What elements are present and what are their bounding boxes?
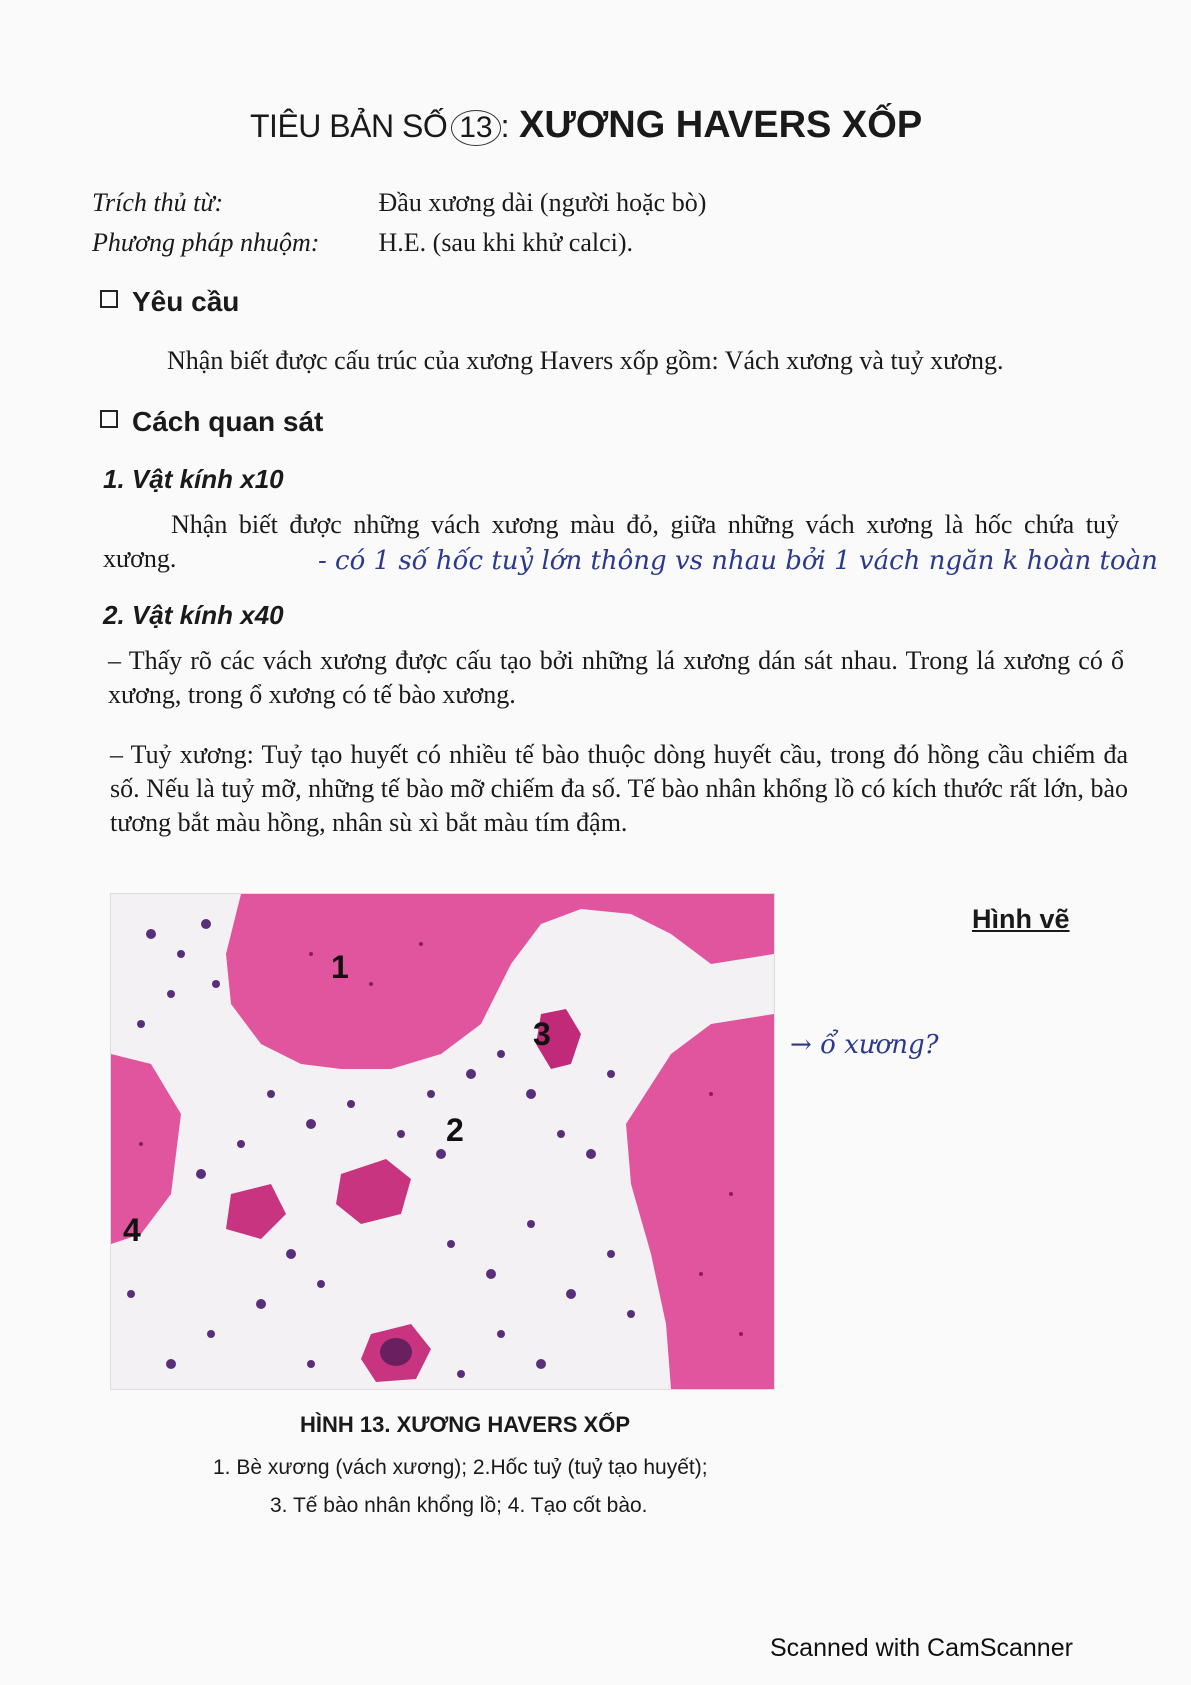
meta-stain-label: Phương pháp nhuộm: [92, 228, 320, 257]
micrograph-image [111, 894, 774, 1389]
checkbox-icon [100, 410, 118, 428]
title-separator: : [500, 108, 509, 144]
handwritten-note-figure: → ổ xương? [790, 1030, 939, 1060]
meta-source [92, 188, 706, 218]
figure-caption-line-2: 3. Tế bào nhân khổng lồ; 4. Tạo cốt bào. [270, 1494, 648, 1517]
x40-heading: 2. Vật kính x40 [103, 600, 284, 630]
title-main: XƯƠNG HAVERS XỐP [518, 104, 923, 146]
section-observation-heading: Cách quan sát [100, 406, 323, 438]
meta-stain-value: H.E. (sau khi khử calci). [378, 228, 634, 257]
meta-source-value: Đầu xương dài (người hoặc bò) [378, 188, 707, 217]
page-title [250, 104, 1010, 147]
figure-label-1: 1 [331, 949, 349, 985]
requirements-text: Nhận biết được cấu trúc của xương Havers xốp gồm: Vách xương và tuỷ xương. [167, 346, 1004, 375]
x10-text: Nhận biết được những vách xương màu đỏ, giữa những vách xương là hốc chứa tuỷ xương. [103, 510, 1119, 573]
figure-label-3: 3 [533, 1016, 551, 1052]
figure-caption-title: HÌNH 13. XƯƠNG HAVERS XỐP [300, 1412, 631, 1437]
section-requirements-heading: Yêu cầu [100, 286, 239, 318]
title-number: 13 [451, 110, 500, 146]
x10-heading: 1. Vật kính x10 [103, 464, 284, 494]
figure-label-4: 4 [123, 1212, 141, 1248]
handwritten-note-x10: - có 1 số hốc tuỷ lớn thông vs nhau bởi 1 vách ngăn k hoàn toàn [318, 546, 1158, 576]
figure-caption-line-1: 1. Bè xương (vách xương); 2.Hốc tuỷ (tuỷ tạo huyết); [213, 1456, 708, 1479]
scanner-watermark: Scanned with CamScanner [770, 1634, 1073, 1662]
meta-stain [92, 228, 633, 258]
x40-text-1: – Thấy rõ các vách xương được cấu tạo bởi những lá xương dán sát nhau. Trong lá xương có ổ xương, trong ổ xương có tế bào xương. [108, 646, 1124, 709]
title-prefix: TIÊU BẢN SỐ [250, 108, 448, 144]
x40-text-2: – Tuỷ xương: Tuỷ tạo huyết có nhiều tế bào thuộc dòng huyết cầu, trong đó hồng cầu chiếm đa số. Nếu là tuỷ mỡ, những tế bào mỡ chiếm đa số. Tế bào nhân khổng lồ có kích thước rất lớn, bào tương bắt màu hồng, nhân sù xì bắt màu tím đậm. [110, 740, 1128, 837]
meta-source-label: Trích thủ từ: [92, 188, 224, 217]
histology-micrograph [110, 893, 775, 1390]
figure-label-2: 2 [446, 1112, 464, 1148]
drawing-label: Hình vẽ [972, 904, 1070, 934]
checkbox-icon [100, 290, 118, 308]
